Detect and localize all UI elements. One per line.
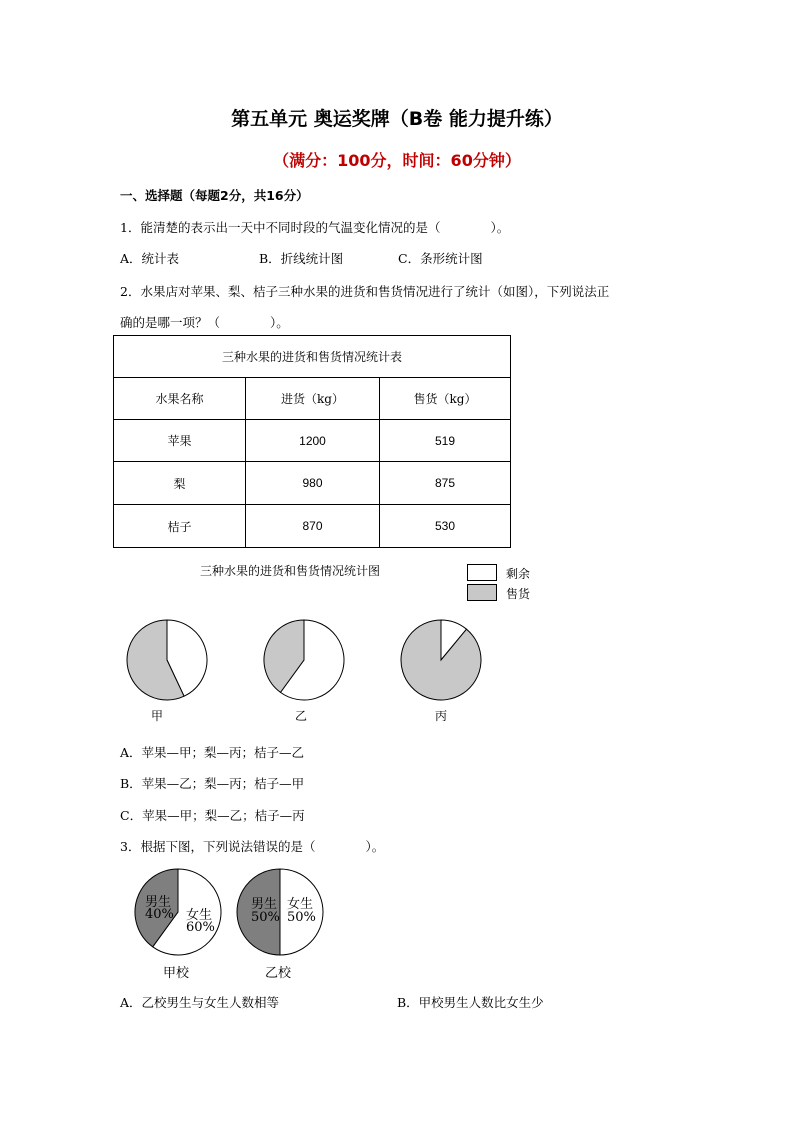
question-3-stem: 3．根据下图，下列说法错误的是（ ）。 [120,839,385,854]
question-3-option-a: A．乙校男生与女生人数相等 [120,995,280,1010]
question-1-stem: 1．能清楚的表示出一天中不同时段的气温变化情况的是（ ）。 [120,220,510,235]
yi-school-girls-pct: 50% [287,910,316,925]
table-cell: 519 [380,420,511,462]
table-cell: 桔子 [114,505,246,548]
question-1-option-b: B．折线统计图 [259,251,344,266]
yi-school-boys-pct: 50% [251,910,280,925]
table-header: 售货（kg） [380,378,511,420]
table-cell: 梨 [114,462,246,505]
jia-school-girls-label: 女生 [186,908,213,923]
pie-label-yi: 乙 [295,709,308,723]
table-cell: 870 [246,505,380,548]
table-header: 水果名称 [114,378,246,420]
jia-school-boys-pct: 40% [145,907,174,922]
jia-school-label: 甲校 [163,966,190,981]
page-subtitle: （满分：100分，时间：60分钟） [273,151,521,170]
table-header: 进货（kg） [246,378,380,420]
question-2-option-a: A．苹果—甲；梨—丙；桔子—乙 [120,745,305,760]
page-title: 第五单元 奥运奖牌（B卷 能力提升练） [231,108,563,130]
pie-label-jia: 甲 [151,709,164,723]
table-title: 三种水果的进货和售货情况统计表 [114,336,511,378]
yi-school-girls-label: 女生 [287,897,314,912]
chart-title: 三种水果的进货和售货情况统计图 [200,564,381,578]
jia-school-boys-label: 男生 [145,895,172,910]
yi-school-boys-label: 男生 [251,897,278,912]
question-2-option-b: B．苹果—乙；梨—丙；桔子—甲 [120,776,305,791]
table-cell: 530 [380,505,511,548]
legend-label-sold: 售货 [506,587,531,601]
yi-school-label: 乙校 [265,966,292,981]
table-cell: 苹果 [114,420,246,462]
jia-school-girls-pct: 60% [186,920,215,935]
section-heading: 一、选择题（每题2分，共16分） [120,188,309,203]
question-2-stem-line1: 2．水果店对苹果、梨、桔子三种水果的进货和售货情况进行了统计（如图），下列说法正 [120,284,610,299]
table-cell: 980 [246,462,380,505]
question-3-option-b: B．甲校男生人数比女生少 [397,995,544,1010]
question-1-option-c: C．条形统计图 [398,251,483,266]
pie-label-bing: 丙 [435,709,448,723]
legend-label-remaining: 剩余 [506,567,531,581]
question-2-option-c: C．苹果—甲；梨—乙；桔子—丙 [120,808,305,823]
table-cell: 1200 [246,420,380,462]
table-cell: 875 [380,462,511,505]
question-1-option-a: A．统计表 [120,251,180,266]
question-2-stem-line2: 确的是哪一项？（ ）。 [120,315,289,330]
